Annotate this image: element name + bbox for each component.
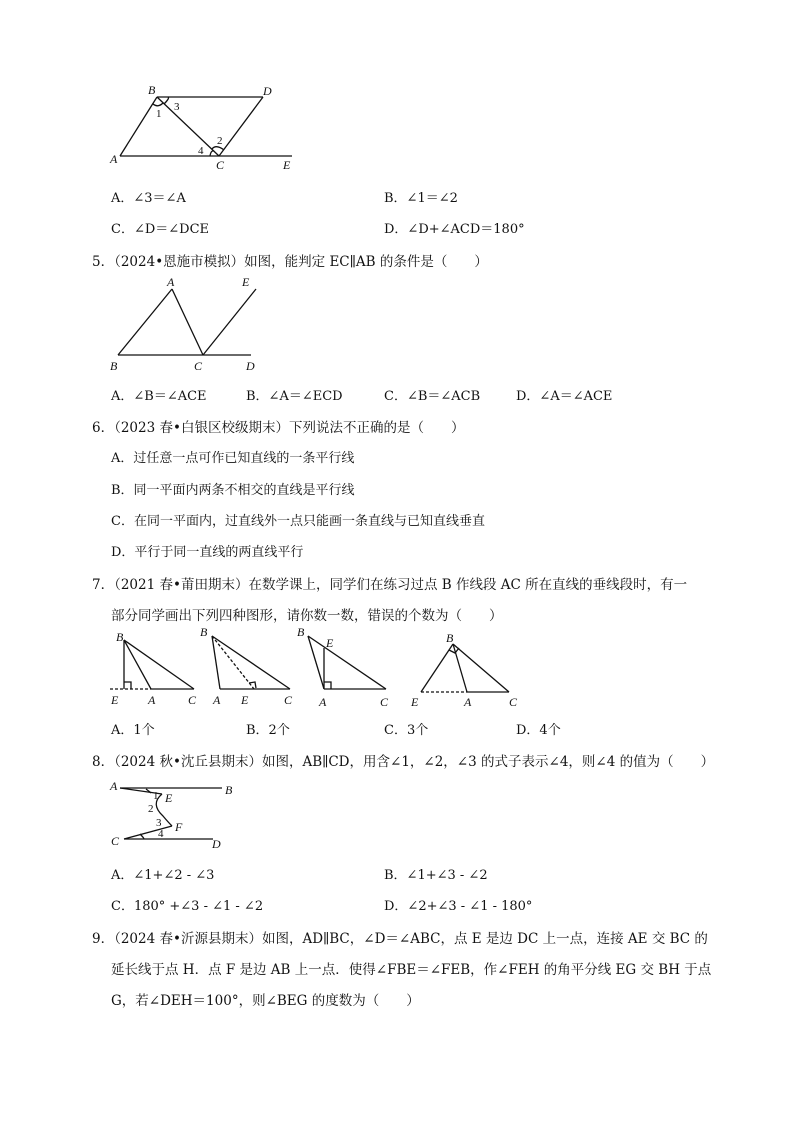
q5-stem: 5．（2024•恩施市模拟）如图，能判定 EC∥AB 的条件是（ ） xyxy=(92,254,488,270)
q7f4-segment-eb xyxy=(421,644,453,692)
q4-label-d: D xyxy=(263,84,272,98)
q7f2-label-c: C xyxy=(284,693,293,707)
q4-angle-arc-2 xyxy=(212,147,224,150)
q4-angle-arc-1 xyxy=(153,103,163,106)
q4-option-d: D．∠D+∠ACD＝180° xyxy=(384,222,525,237)
q4-angle-arc-4 xyxy=(210,151,214,156)
q7f2-label-e: E xyxy=(241,693,249,707)
q8-option-c: C．180° +∠3 - ∠1 - ∠2 xyxy=(111,899,264,914)
q7f3-label-c: C xyxy=(380,695,389,709)
q7f3-label-e: E xyxy=(326,636,334,650)
q7-option-d: D．4个 xyxy=(516,723,561,738)
q4-option-a: A．∠3＝∠A xyxy=(111,191,186,206)
q7f1-right-angle xyxy=(124,682,131,689)
q7f2-label-b: B xyxy=(200,625,208,639)
q5-segment-ac xyxy=(172,289,203,355)
q7-option-a: A．1个 xyxy=(111,723,155,738)
q8-label-a: A xyxy=(110,779,118,793)
q7f4-label-b: B xyxy=(446,631,454,645)
q5-label-b: B xyxy=(110,359,118,373)
q6-stem: 6．（2023 春•白银区校级期末）下列说法不正确的是（ ） xyxy=(92,420,465,436)
q8-label-3: 3 xyxy=(156,817,162,829)
q7-option-c: C．3个 xyxy=(384,723,429,738)
q8-label-1: 1 xyxy=(153,790,159,802)
q7-figure-3 xyxy=(292,622,402,712)
q4-label-c: C xyxy=(216,158,225,172)
q4-label-b: B xyxy=(148,83,156,97)
q5-label-d: D xyxy=(246,359,255,373)
q6-option-d: D．平行于同一直线的两直线平行 xyxy=(111,545,304,560)
q7f3-segment-ba xyxy=(308,636,324,689)
q4-angle-arc-3 xyxy=(164,97,169,104)
q7f4-label-c: C xyxy=(509,695,518,709)
q4-label-a: A xyxy=(110,152,118,166)
q5-option-b: B．∠A＝∠ECD xyxy=(246,389,343,404)
q8-figure xyxy=(106,772,256,854)
q8-option-b: B．∠1+∠3 - ∠2 xyxy=(384,868,488,883)
q4-label-2: 2 xyxy=(217,135,223,147)
q5-label-c: C xyxy=(194,359,203,373)
q5-ray-ce xyxy=(203,289,256,355)
q5-option-d: D．∠A＝∠ACE xyxy=(516,389,613,404)
q4-figure xyxy=(108,80,308,175)
q8-option-d: D．∠2+∠3 - ∠1 - 180° xyxy=(384,899,533,914)
q8-label-4: 4 xyxy=(158,828,164,840)
q7f4-segment-bc xyxy=(453,644,509,692)
q7f3-label-a: A xyxy=(319,695,327,709)
q9-stem-line1: 9．（2024 春•沂源县期末）如图，AD∥BC，∠D＝∠ABC，点 E 是边 DC 上一点，连接 AE 交 BC 的 xyxy=(92,931,708,947)
q7f1-label-b: B xyxy=(116,630,124,644)
q7f3-segment-bc xyxy=(308,636,386,689)
q7f3-right-angle xyxy=(324,682,331,689)
q8-stem: 8．（2024 秋•沈丘县期末）如图，AB∥CD，用含∠1，∠2，∠3 的式子表示∠4，则∠4 的值为（ ） xyxy=(92,754,715,770)
q5-label-e: E xyxy=(242,275,250,289)
q7f2-label-a: A xyxy=(213,693,221,707)
q4-segment-cd xyxy=(219,97,263,156)
q8-label-b: B xyxy=(225,783,233,797)
q8-label-e: E xyxy=(165,791,173,805)
q4-option-c: C．∠D＝∠DCE xyxy=(111,222,210,237)
q5-option-a: A．∠B＝∠ACE xyxy=(111,389,207,404)
q4-label-3: 3 xyxy=(174,101,180,113)
q7f1-label-a: A xyxy=(148,693,156,707)
q7f1-label-e: E xyxy=(111,693,119,707)
q7-stem-line1: 7．（2021 春•莆田期末）在数学课上，同学们在练习过点 B 作线段 AC 所在直线的垂线段时，有一 xyxy=(92,577,688,593)
q9-stem-line3: G，若∠DEH＝100°，则∠BEG 的度数为（ ） xyxy=(111,993,420,1009)
q7-option-b: B．2个 xyxy=(246,723,290,738)
q8-label-d: D xyxy=(212,837,221,851)
q5-label-a: A xyxy=(167,275,175,289)
q7f4-label-a: A xyxy=(464,695,472,709)
q4-label-e: E xyxy=(283,158,291,172)
q7f1-label-c: C xyxy=(188,693,197,707)
q7f3-label-b: B xyxy=(297,625,305,639)
q7f2-segment-bc xyxy=(212,636,290,689)
q5-figure xyxy=(106,272,276,377)
q7f1-segment-bc xyxy=(124,640,194,689)
q4-option-b: B．∠1＝∠2 xyxy=(384,191,458,206)
q8-segment-fc xyxy=(124,826,172,839)
q6-option-b: B．同一平面内两条不相交的直线是平行线 xyxy=(111,483,355,498)
q7-figure-1 xyxy=(106,626,206,711)
q5-option-c: C．∠B＝∠ACB xyxy=(384,389,481,404)
q8-label-f: F xyxy=(175,820,183,834)
q9-stem-line2: 延长线于点 H．点 F 是边 AB 上一点．使得∠FBE＝∠FEB，作∠FEH 的角平分线 EG 交 BH 于点 xyxy=(111,962,712,978)
q5-segment-ab xyxy=(118,289,172,355)
q6-option-c: C．在同一平面内，过直线外一点只能画一条直线与已知直线垂直 xyxy=(111,514,485,529)
q4-segment-bc xyxy=(157,97,219,156)
q4-segment-ab xyxy=(120,97,157,156)
q7-figure-4 xyxy=(405,630,525,710)
q8-option-a: A．∠1+∠2 - ∠3 xyxy=(111,868,215,883)
q7-stem-line2: 部分同学画出下列四种图形，请你数一数，错误的个数为（ ） xyxy=(111,608,503,624)
q7f4-label-e: E xyxy=(411,695,419,709)
q6-option-a: A．过任意一点可作已知直线的一条平行线 xyxy=(111,451,355,466)
q8-label-2: 2 xyxy=(148,803,154,815)
q8-label-c: C xyxy=(111,834,120,848)
q7f4-segment-ba xyxy=(453,644,467,692)
q4-label-1: 1 xyxy=(156,108,162,120)
q4-label-4: 4 xyxy=(198,145,204,157)
